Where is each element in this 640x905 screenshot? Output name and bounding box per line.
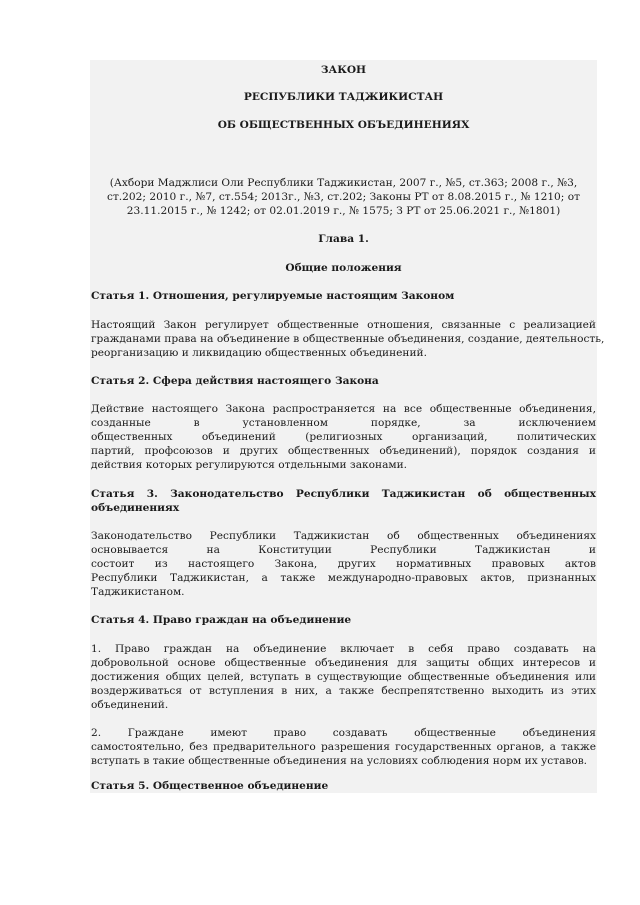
chapter-title: Общие положения xyxy=(285,262,402,274)
paragraph-line: общественных объединений (религиозных организаций, политических xyxy=(91,431,596,443)
paragraph-line: воздерживаться от вступления в них, а также беспрепятственно выходить из этих xyxy=(91,685,596,697)
paragraph-line: добровольной основе общественные объединения для защиты общих интересов и xyxy=(91,657,596,669)
article-heading: Статья 1. Отношения, регулируемые настоящим Законом xyxy=(91,290,455,302)
paragraph-line: партий, профсоюзов и других общественных объединений), порядок создания и xyxy=(91,445,596,457)
article-heading: Статья 5. Общественное объединение xyxy=(91,780,329,792)
chapter-number: Глава 1. xyxy=(318,233,369,245)
sources-line: 23.11.2015 г., № 1242; от 02.01.2019 г., № 1575; З РТ от 25.06.2021 г., №1801) xyxy=(126,205,561,217)
paragraph-line: созданные в установленном порядке, за исключением xyxy=(91,417,596,429)
article-heading: Статья 2. Сфера действия настоящего Закона xyxy=(91,375,379,387)
law-title-country: РЕСПУБЛИКИ ТАДЖИКИСТАН xyxy=(243,91,444,103)
document-page xyxy=(90,60,605,793)
sources-line: (Ахбори Маджлиси Оли Республики Таджикистан, 2007 г., №5, ст.363; 2008 г., №3, xyxy=(109,177,578,189)
paragraph-line: Республики Таджикистан, а также международно-правовых актов, признанных xyxy=(91,572,596,584)
law-title-subject: ОБ ОБЩЕСТВЕННЫХ ОБЪЕДИНЕНИЯХ xyxy=(217,119,470,131)
article-heading: Статья 3. Законодательство Республики Таджикистан об общественных xyxy=(91,488,596,500)
paragraph-line: гражданами права на объединение в общественные объединения, создание, деятельность, xyxy=(91,333,605,345)
paragraph-line: Настоящий Закон регулирует общественные отношения, связанные с реализацией xyxy=(91,319,596,331)
paragraph-line: вступать в такие общественные объединения на условиях соблюдения норм их уставов. xyxy=(91,755,588,767)
paragraph-line: достижения общих целей, вступать в существующие общественные объединения или xyxy=(91,671,596,683)
paragraph-line: действия которых регулируются отдельными законами. xyxy=(91,459,408,471)
paragraph-line: Таджикистаном. xyxy=(91,586,185,598)
article-heading: объединениях xyxy=(91,502,180,514)
paragraph-line: 2. Граждане имеют право создавать общественные объединения xyxy=(91,727,596,739)
paragraph-line: реорганизацию и ликвидацию общественных объединений. xyxy=(91,347,427,359)
paragraph-line: Действие настоящего Закона распространяется на все общественные объединения, xyxy=(91,403,596,415)
paragraph-line: 1. Право граждан на объединение включает в себя право создавать на xyxy=(91,643,596,655)
law-title: ЗАКОН xyxy=(320,64,367,76)
paragraph-line: самостоятельно, без предварительного разрешения государственных органов, а также xyxy=(91,741,596,753)
paragraph-line: Законодательство Республики Таджикистан об общественных объединениях xyxy=(91,530,596,542)
article-heading: Статья 4. Право граждан на объединение xyxy=(91,614,352,626)
sources-line: ст.202; 2010 г., №7, ст.554; 2013г., №3, ст.202; Законы РТ от 8.08.2015 г., № 1210; от xyxy=(107,191,580,203)
paragraph-line: объединений. xyxy=(91,699,169,711)
paragraph-line: состоит из настоящего Закона, других нормативных правовых актов xyxy=(91,558,596,570)
paragraph-line: основывается на Конституции Республики Таджикистан и xyxy=(91,544,596,556)
